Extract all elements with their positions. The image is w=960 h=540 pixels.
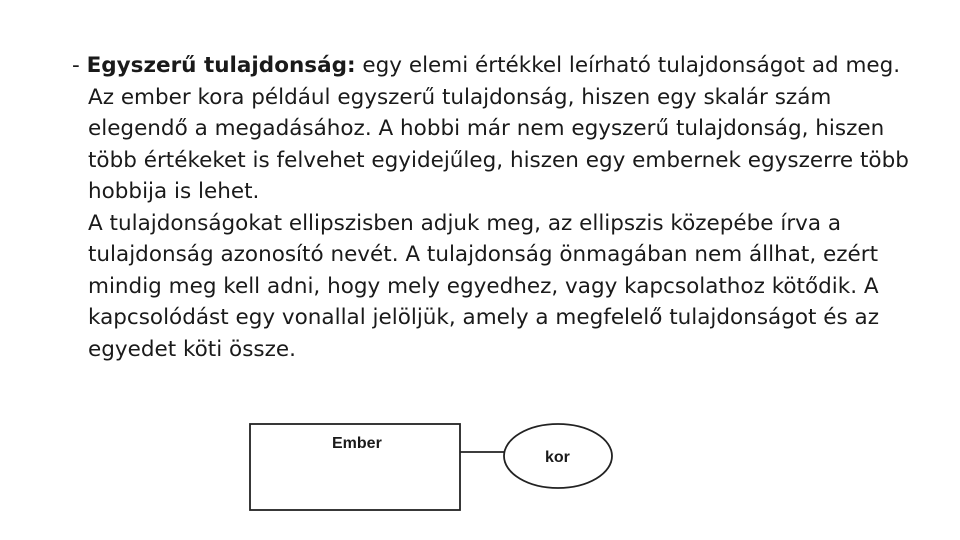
er-diagram — [248, 420, 628, 520]
paragraph-ellipse-notation: A tulajdonságokat ellipszisben adjuk meg, az ellipszis közepébe írva a tulajdonság azonosító nevét. A tulajdonság önmagában nem állhat, ezért mindig meg kell adni, hogy mely egyedhez, vagy kapcsolathoz kötődik. A kapcsolódást egy vonallal jelöljük, amely a megfelelő tulajdonságot és az egyedet köti össze. — [88, 210, 879, 362]
attribute-label: kor — [545, 449, 570, 466]
entity-label: Ember — [332, 435, 382, 452]
list-dash: - — [72, 53, 87, 78]
slide-body-text — [72, 50, 932, 365]
simple-attribute-definition: egy elemi értékkel leírható tulajdonságot ad meg. Az ember kora például egyszerű tulajdonság, hiszen egy skalár szám elegendő a megadásához. A hobbi már nem egyszerű tulajdonság, hiszen több értékeket is felvehet egyidejűleg, hiszen egy embernek egyszerre több hobbija is lehet. — [88, 53, 909, 204]
term-simple-attribute: Egyszerű tulajdonság: — [86, 53, 356, 78]
paragraph-simple-attribute — [72, 50, 932, 208]
